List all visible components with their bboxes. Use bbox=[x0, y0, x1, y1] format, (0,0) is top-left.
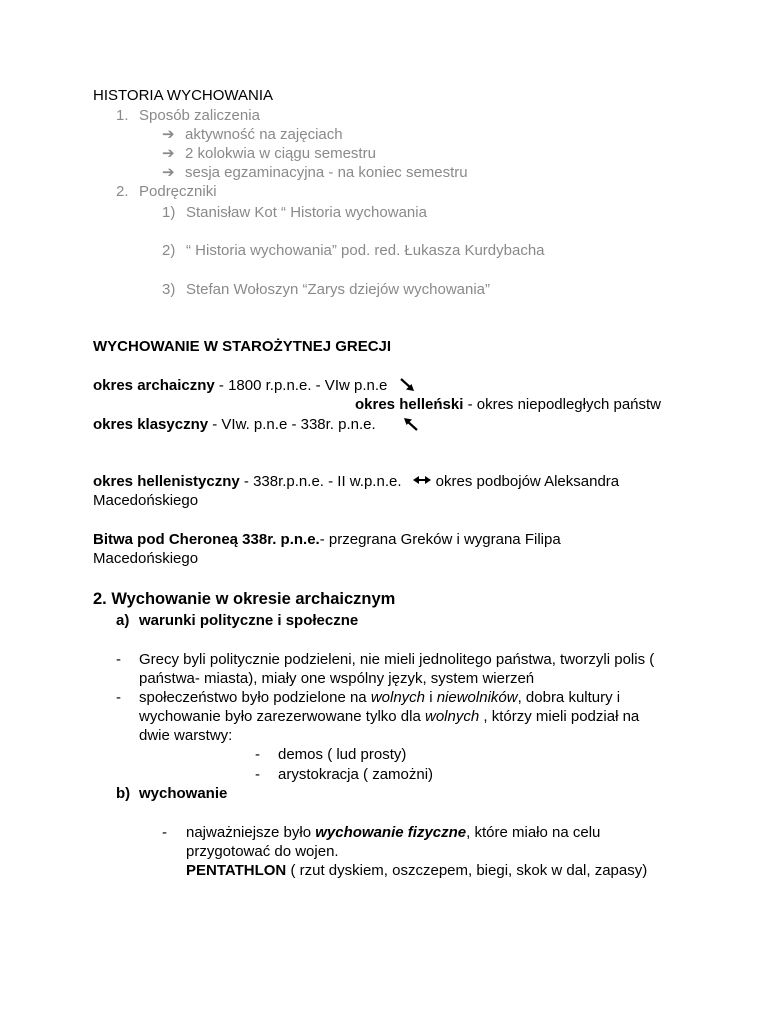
arrow-bullet-icon: ➔ bbox=[162, 126, 175, 143]
paragraph-line: dwie warstwy: bbox=[139, 727, 233, 744]
dash-bullet: - bbox=[255, 766, 260, 783]
dash-bullet: - bbox=[116, 689, 121, 706]
bullet-item: aktywność na zajęciach bbox=[185, 126, 343, 143]
page-title: HISTORIA WYCHOWANIA bbox=[93, 87, 274, 104]
battle-description-continued: Macedońskiego bbox=[93, 550, 199, 567]
paragraph-line: przygotować do wojen. bbox=[186, 843, 339, 860]
period-classical bbox=[93, 415, 420, 434]
bold-italic-term: wychowanie fizyczne bbox=[315, 824, 467, 841]
period-dates: - 338r.p.n.e. - II w.p.n.e. bbox=[239, 473, 402, 490]
bullet-item: sesja egzaminacyjna - na koniec semestru bbox=[185, 164, 468, 181]
paragraph-line bbox=[186, 861, 647, 880]
period-description: okres podbojów Aleksandra bbox=[435, 473, 620, 490]
list-item: demos ( lud prosty) bbox=[278, 746, 407, 763]
text-span: i bbox=[425, 689, 437, 706]
list-item: arystokracja ( zamożni) bbox=[278, 766, 434, 783]
italic-term: niewolników bbox=[436, 689, 518, 706]
arrow-up-left-icon bbox=[402, 416, 420, 432]
double-arrow-icon bbox=[412, 475, 432, 485]
period-description-continued: Macedońskiego bbox=[93, 492, 199, 509]
period-dates: - VIw. p.n.e - 338r. p.n.e. bbox=[208, 416, 376, 433]
bullet-item: 2 kolokwia w ciągu semestru bbox=[185, 145, 376, 162]
book-number: 1) bbox=[162, 204, 176, 221]
period-dates: - 1800 r.p.n.e. - VIw p.n.e bbox=[214, 377, 388, 394]
text-span: ( rzut dyskiem, oszczepem, biegi, skok w dal, zapasy) bbox=[286, 862, 648, 879]
book-title: Stanisław Kot “ Historia wychowania bbox=[186, 204, 427, 221]
period-archaic bbox=[93, 376, 416, 395]
period-name: okres helleński bbox=[355, 396, 464, 413]
period-name: okres klasyczny bbox=[93, 416, 209, 433]
outline-item-1-number: 1. bbox=[116, 107, 129, 124]
paragraph-line: państwa- miasta), miały one wspólny język, system wierzeń bbox=[139, 670, 535, 687]
battle-note bbox=[93, 530, 561, 549]
arrow-bullet-icon: ➔ bbox=[162, 145, 175, 162]
book-title: “ Historia wychowania” pod. red. Łukasza Kurdybacha bbox=[186, 242, 545, 259]
book-number: 2) bbox=[162, 242, 176, 259]
battle-description: - przegrana Greków i wygrana Filipa bbox=[319, 531, 561, 548]
period-hellenistic bbox=[93, 472, 619, 491]
section-heading: 2. Wychowanie w okresie archaicznym bbox=[93, 590, 396, 608]
text-span: , którzy mieli podział na bbox=[479, 708, 640, 725]
subsection-title: wychowanie bbox=[139, 785, 228, 802]
text-span: najważniejsze było bbox=[186, 824, 316, 841]
italic-term: wolnych bbox=[424, 708, 480, 725]
outline-item-2-text: Podręczniki bbox=[139, 183, 217, 200]
section-heading: WYCHOWANIE W STAROŻYTNEJ GRECJI bbox=[93, 338, 392, 355]
paragraph-line bbox=[139, 688, 620, 707]
text-span: społeczeństwo było podzielone na bbox=[139, 689, 371, 706]
text-span: , które miało na celu bbox=[466, 824, 601, 841]
dash-bullet: - bbox=[116, 651, 121, 668]
italic-term: wolnych bbox=[370, 689, 426, 706]
outline-item-2-number: 2. bbox=[116, 183, 129, 200]
dash-bullet: - bbox=[255, 746, 260, 763]
subsection-label: b) bbox=[116, 785, 131, 802]
arrow-down-right-icon bbox=[398, 377, 416, 393]
battle-name: Bitwa pod Cheroneą 338r. p.n.e. bbox=[93, 531, 320, 548]
arrow-bullet-icon: ➔ bbox=[162, 164, 175, 181]
period-description: - okres niepodległych państw bbox=[463, 396, 662, 413]
text-span: wychowanie było zarezerwowane tylko dla bbox=[139, 708, 425, 725]
book-title: Stefan Wołoszyn “Zarys dziejów wychowania” bbox=[186, 281, 491, 298]
bold-term: PENTATHLON bbox=[186, 862, 287, 879]
dash-bullet: - bbox=[162, 824, 167, 841]
outline-item-1-text: Sposób zaliczenia bbox=[139, 107, 260, 124]
subsection-label: a) bbox=[116, 612, 130, 629]
period-hellenic bbox=[355, 395, 661, 414]
period-name: okres hellenistyczny bbox=[93, 473, 240, 490]
paragraph-line: Grecy byli politycznie podzieleni, nie mieli jednolitego państwa, tworzyli polis ( bbox=[139, 651, 655, 668]
paragraph-line bbox=[139, 707, 639, 726]
book-number: 3) bbox=[162, 281, 176, 298]
text-span: , dobra kultury i bbox=[517, 689, 621, 706]
period-name: okres archaiczny bbox=[93, 377, 215, 394]
paragraph-line bbox=[186, 823, 600, 842]
subsection-title: warunki polityczne i społeczne bbox=[139, 612, 359, 629]
